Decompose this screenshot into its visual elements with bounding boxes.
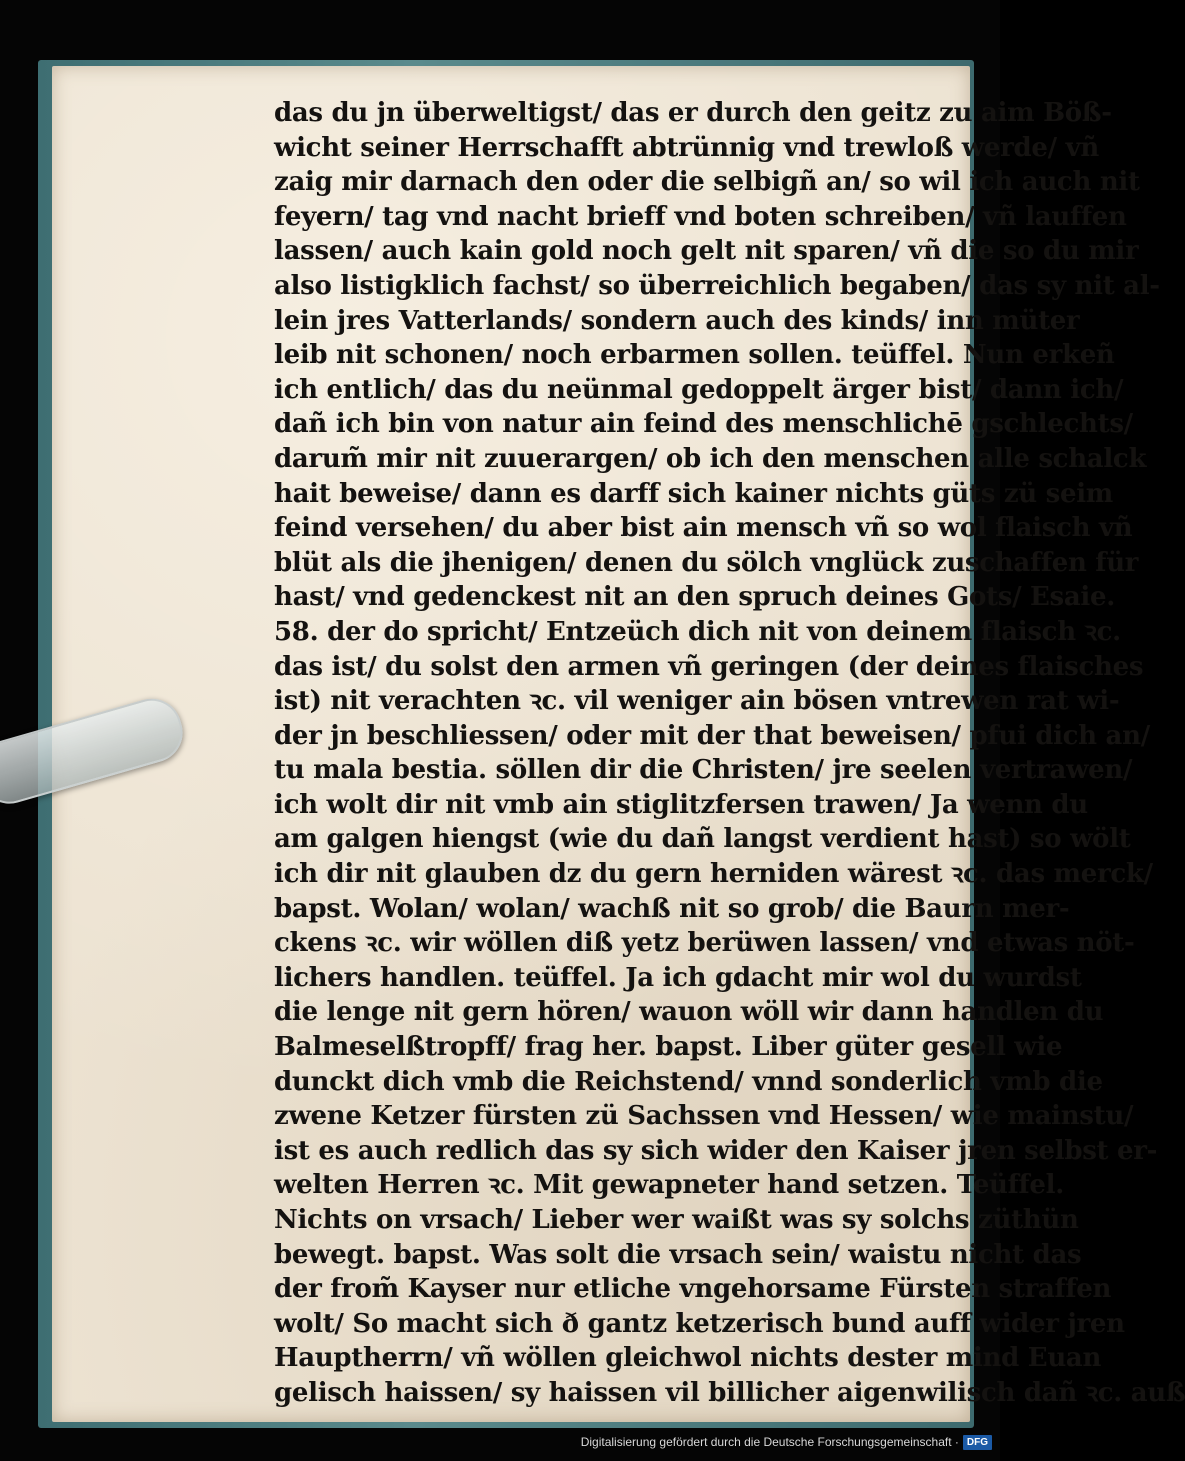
text-line: zaig mir darnach den oder die selbigñ an/ so wil ich auch nit (274, 167, 1140, 198)
text-line: der jn beschliessen/ oder mit der that beweisen/ pfui dich an/ (274, 720, 1150, 751)
text-line: die lenge nit gern hören/ wauon wöll wir dann handlen du (274, 997, 1104, 1028)
text-line: hait beweise/ dann es darff sich kainer nichts güts zü seim (274, 478, 1114, 509)
text-line: am galgen hiengst (wie du dañ langst verdient hast) so wölt (274, 824, 1131, 855)
text-line: tu mala bestia. söllen dir die Christen/ jre seelen vertrawen/ (274, 755, 1133, 786)
text-line: wolt/ So macht sich ð gantz ketzerisch bund auff wider jren (274, 1308, 1125, 1339)
text-line: wicht seiner Herrschafft abtrünnig vnd trewloß werde/ vñ (274, 132, 1100, 163)
text-line: 58. der do spricht/ Entzeüch dich nit von deinem flaisch ꝛc. (274, 616, 1121, 647)
page-text (274, 96, 1185, 1411)
text-line: der from̃ Kayser nur etliche vngehorsame Fürsten straffen (274, 1274, 1112, 1305)
text-line: Nichts on vrsach/ Lieber wer waißt was sy solchs züthün (274, 1205, 1079, 1235)
text-line: also listigklich fachst/ so überreichlich begaben/ das sy nit al- (274, 270, 1160, 301)
text-line: das du jn überweltigst/ das er durch den geitz zu aim Böß- (274, 98, 1112, 128)
text-line: darum̃ mir nit zuuerargen/ ob ich den menschen alle schalck (274, 443, 1147, 474)
text-line: blüt als die jhenigen/ denen du sölch vnglück zuschaffen für (274, 547, 1139, 578)
book-page (52, 66, 1185, 1422)
text-line: ich entlich/ das du neünmal gedoppelt ärger bist/ dann ich/ (274, 374, 1124, 405)
text-line: hast/ vnd gedenckest nit an den spruch deines Gots/ Esaie. (274, 582, 1115, 613)
text-line: ich dir nit glauben dz du gern herniden wärest ꝛc. das merck/ (274, 859, 1153, 890)
text-line: Balmeselßtropff/ frag her. bapst. Liber güter gesell wie (274, 1032, 1063, 1063)
text-line: das ist/ du solst den armen vñ geringen (der deines flaisches (274, 651, 1144, 682)
text-line: ist es auch redlich das sy sich wider den Kaiser jren selbst er- (274, 1135, 1158, 1166)
text-line: leib nit schonen/ noch erbarmen sollen. teüffel. Nun erkeñ (274, 340, 1115, 371)
text-line: gelisch haissen/ sy haissen vil billicher aigenwilisch dañ ꝛc. auß (274, 1377, 1185, 1408)
text-line: bapst. Wolan/ wolan/ wachß nit so grob/ die Baurn mer- (274, 893, 1070, 924)
footer-credit-text: Digitalisierung gefördert durch die Deutsche Forschungsgemeinschaft · (580, 1435, 959, 1449)
text-line: zwene Ketzer fürsten zü Sachssen vnd Hessen/ wie mainstu/ (274, 1101, 1134, 1132)
text-line: Hauptherrn/ vñ wöllen gleichwol nichts dester mind Euan (274, 1343, 1102, 1374)
text-line: lein jres Vatterlands/ sondern auch des kinds/ inn müter (274, 305, 1080, 336)
text-line: ist) nit verachten ꝛc. vil weniger ain bösen vntrewen rat wi- (274, 686, 1120, 717)
text-line: bewegt. bapst. Was solt die vrsach sein/ waistu nicht das (274, 1239, 1082, 1270)
text-line: ich wolt dir nit vmb ain stiglitzfersen trawen/ Ja wenn du (274, 789, 1088, 820)
text-line: welten Herren ꝛc. Mit gewapneter hand setzen. Teüffel. (274, 1170, 1065, 1201)
text-line: dañ ich bin von natur ain feind des menschlichē gschlechts/ (274, 409, 1133, 440)
dfg-logo-icon: DFG (963, 1435, 992, 1450)
text-line: ckens ꝛc. wir wöllen diß yetz berüwen lassen/ vnd etwas nöt- (274, 928, 1135, 959)
text-line: feyern/ tag vnd nacht brieff vnd boten schreiben/ vñ lauffen (274, 201, 1127, 232)
text-line: feind versehen/ du aber bist ain mensch vñ so wol flaisch vñ (274, 513, 1133, 544)
text-line: lassen/ auch kain gold noch gelt nit sparen/ vñ die so du mir (274, 236, 1139, 267)
text-line: lichers handlen. teüffel. Ja ich gdacht mir wol du wurdst (274, 962, 1082, 993)
footer-credit (581, 1433, 992, 1451)
text-line: dunckt dich vmb die Reichstend/ vnnd sonderlich vmb die (274, 1066, 1103, 1097)
